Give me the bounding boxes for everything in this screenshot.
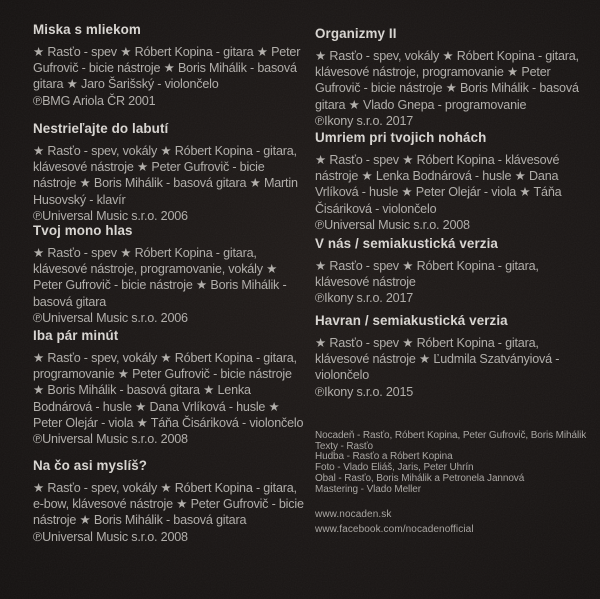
credit-line-mastering: Mastering - Vlado Meller bbox=[315, 483, 421, 495]
album-block-v-nas-semiakusticka bbox=[315, 235, 587, 307]
album-credits: ★ Rasťo - spev ★ Róbert Kopina - gitara, klávesové nástroje, programovanie, vokály ★ Peter Gufrovič - bicie nástroje ★ Boris Mihálik - basová gitara bbox=[33, 246, 287, 309]
album-copyright: ℗Universal Music s.r.o. 2008 bbox=[33, 432, 188, 447]
album-block-organizmy-ii bbox=[315, 25, 587, 129]
album-title: Havran / semiakustická verzia bbox=[315, 313, 508, 328]
album-credits: ★ Rasťo - spev ★ Róbert Kopina - gitara, klávesové nástroje bbox=[315, 259, 539, 290]
album-title: Iba pár minút bbox=[33, 328, 119, 343]
facebook-url: www.facebook.com/nocadenofficial bbox=[315, 523, 474, 535]
website-url: www.nocaden.sk bbox=[315, 509, 392, 521]
album-copyright: ℗Ikony s.r.o. 2017 bbox=[315, 113, 414, 128]
album-block-miska-s-mliekom bbox=[33, 21, 305, 109]
album-block-umriem-pri-tvojich-nohach bbox=[315, 129, 587, 233]
album-credits: ★ Rasťo - spev, vokály ★ Róbert Kopina - gitara, klávesové nástroje ★ Peter Gufrovič - bicie nástroje ★ Boris Mihálik - basová gitara ★ Martin Husovský - klavír bbox=[33, 144, 298, 207]
album-copyright: ℗Universal Music s.r.o. 2008 bbox=[315, 217, 470, 232]
album-copyright: ℗BMG Ariola ČR 2001 bbox=[33, 93, 156, 108]
credit-line-foto: Foto - Vlado Eliáš, Jaris, Peter Uhrín bbox=[315, 462, 474, 474]
album-copyright: ℗Universal Music s.r.o. 2006 bbox=[33, 310, 188, 325]
album-title: Tvoj mono hlas bbox=[33, 223, 133, 238]
album-block-na-co-asi-myslis bbox=[33, 457, 305, 545]
album-copyright: ℗Ikony s.r.o. 2017 bbox=[315, 291, 414, 306]
album-block-iba-par-minut bbox=[33, 327, 305, 447]
credit-line-band: Nocadeň - Rasťo, Róbert Kopina, Peter Gufrovič, Boris Mihálik bbox=[315, 430, 587, 441]
album-copyright: ℗Ikony s.r.o. 2015 bbox=[315, 384, 414, 399]
album-credits: ★ Rasťo - spev, vokály ★ Róbert Kopina - gitara, e-bow, klávesové nástroje ★ Peter Gufrovič - bicie nástroje ★ Boris Mihálik - basová gitara bbox=[33, 481, 304, 528]
album-title: Organizmy II bbox=[315, 26, 397, 41]
album-credits: ★ Rasťo - spev ★ Róbert Kopina - klávesové nástroje ★ Lenka Bodnárová - husle ★ Dana Vrlíková - husle ★ Peter Olejár - viola ★ Táňa Čisáriková - violončelo bbox=[315, 153, 562, 216]
album-title: Miska s mliekom bbox=[33, 22, 141, 37]
album-block-tvoj-mono-hlas bbox=[33, 222, 305, 326]
album-block-nestrielajte-do-labuti bbox=[33, 120, 305, 224]
website-links bbox=[315, 508, 600, 537]
album-title: Nestrieľajte do labutí bbox=[33, 121, 169, 136]
album-credits: ★ Rasťo - spev, vokály ★ Róbert Kopina - gitara, programovanie ★ Peter Gufrovič - bicie nástroje ★ Boris Mihálik - basová gitara ★ Lenka Bodnárová - husle ★ Dana Vrlíková - husle ★ Peter Olejár - viola ★ Táňa Čisáriková - violončelo bbox=[33, 351, 304, 430]
production-credits bbox=[315, 431, 600, 537]
album-title: V nás / semiakustická verzia bbox=[315, 236, 498, 251]
album-block-havran-semiakusticka bbox=[315, 312, 587, 400]
album-copyright: ℗Universal Music s.r.o. 2008 bbox=[33, 529, 188, 544]
album-copyright: ℗Universal Music s.r.o. 2006 bbox=[33, 208, 188, 223]
credit-line-hudba: Hudba - Rasťo a Róbert Kopina bbox=[315, 451, 453, 463]
credit-line-obal: Obal - Rasťo, Boris Mihálik a Petronela Jannová bbox=[315, 472, 525, 484]
album-credits: ★ Rasťo - spev, vokály ★ Róbert Kopina - gitara, klávesové nástroje, programovanie ★ Peter Gufrovič - bicie nástroje ★ Boris Mihálik - basová gitara ★ Vlado Gnepa - programovanie bbox=[315, 49, 579, 112]
album-credits: ★ Rasťo - spev ★ Róbert Kopina - gitara ★ Peter Gufrovič - bicie nástroje ★ Boris Mihálik - basová gitara ★ Jaro Šarišský - violončelo bbox=[33, 45, 301, 92]
album-credits: ★ Rasťo - spev ★ Róbert Kopina - gitara, klávesové nástroje ★ Ľudmila Szatványiová - violončelo bbox=[315, 336, 560, 383]
album-title: Umriem pri tvojich nohách bbox=[315, 130, 487, 145]
album-title: Na čo asi myslíš? bbox=[33, 458, 148, 473]
credit-line-texty: Texty - Rasťo bbox=[315, 440, 374, 452]
